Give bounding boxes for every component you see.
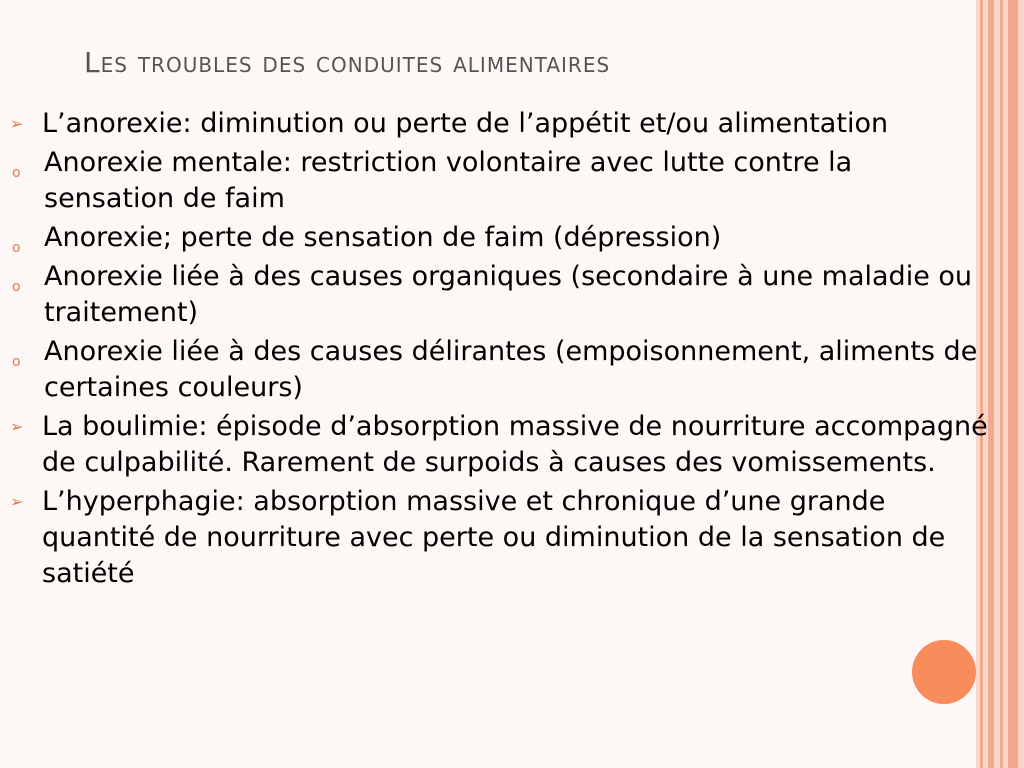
list-item [0,220,990,256]
circle-icon: o [12,165,21,181]
decorative-orange-circle [912,640,976,704]
list-item-text: Anorexie; perte de sensation de faim (dépression) [44,222,722,253]
list-item [0,145,990,217]
arrow-icon: ➢ [10,114,24,133]
list-item-text: L’anorexie: diminution ou perte de l’appétit et/ou alimentation [42,108,889,139]
list-item-text: Anorexie liée à des causes organiques (secondaire à une maladie ou traitement) [44,261,973,328]
arrow-icon: ➢ [10,492,24,511]
list-item [0,106,990,142]
circle-icon: o [12,279,21,295]
list-item-text: Anorexie mentale: restriction volontaire avec lutte contre la sensation de faim [44,147,853,214]
slide-title: Les troubles des conduites alimentaires [84,46,611,79]
list-item [0,484,990,592]
circle-icon: o [12,240,21,256]
list-item-text: La boulimie: épisode d’absorption massive de nourriture accompagné de culpabilité. Rarement de surpoids à causes des vomissements. [42,411,988,478]
list-item [0,409,990,481]
list-item-text: L’hyperphagie: absorption massive et chronique d’une grande quantité de nourriture avec perte ou diminution de la sensation de satiété [42,486,946,589]
list-item [0,334,990,406]
arrow-icon: ➢ [10,417,24,436]
list-item [0,259,990,331]
list-item-text: Anorexie liée à des causes délirantes (empoisonnement, aliments de certaines couleurs) [44,336,978,403]
bullet-list [0,106,990,595]
circle-icon: o [12,354,21,370]
